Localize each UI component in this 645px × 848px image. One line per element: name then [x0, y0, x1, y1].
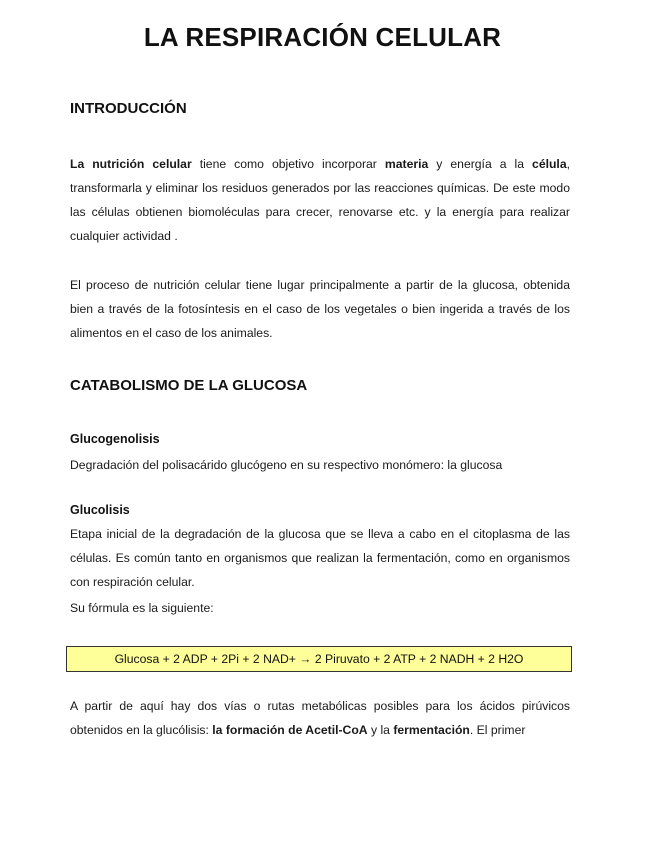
subheading-glucogenolisis: Glucogenolisis [70, 432, 160, 446]
text-run: . El primer [469, 723, 526, 737]
glucolisis-text: Etapa inicial de la degradación de la glucosa que se lleva a cabo en el citoplasma de las células. Es común tanto en organismos que realizan la fermentación, como en organismos con respiración celular. [70, 527, 570, 589]
formula-box: Glucosa + 2 ADP + 2Pi + 2 NAD+ → 2 Piruvato + 2 ATP + 2 NADH + 2 H2O [66, 646, 572, 672]
text-run: y la [367, 723, 394, 737]
intro-paragraph-1 [70, 152, 570, 248]
glucogenolisis-text: Degradación del polisacárido glucógeno en su respectivo monómero: la glucosa [70, 458, 503, 472]
page-title: LA RESPIRACIÓN CELULAR [143, 22, 502, 52]
bold-term: La nutrición celular [70, 157, 192, 171]
closing-paragraph [70, 694, 570, 742]
subheading-glucolisis: Glucolisis [70, 503, 130, 517]
text-run: tiene como objetivo incorporar [191, 157, 385, 171]
section-heading-catabolismo: CATABOLISMO DE LA GLUCOSA [70, 377, 308, 394]
text-run: , transformarla y eliminar los residuos generados por las reacciones químicas. De este modo las células obtienen biomoléculas para crecer, renovarse etc. y la energía para realizar cualquier actividad . [70, 157, 570, 243]
text-run: y energía a la [428, 157, 533, 171]
bold-term: la formación de Acetil-CoA [212, 723, 368, 737]
text-run: A partir de aquí hay dos vías o rutas metabólicas posibles para los ácidos pirúvicos obtenidos en la glucólisis: [70, 699, 570, 737]
bold-term: materia [384, 157, 429, 171]
intro-paragraph-2: El proceso de nutrición celular tiene lugar principalmente a partir de la glucosa, obtenida bien a través de la fotosíntesis en el caso de los vegetales o bien ingerida a través de los alimentos en el caso de los animales. [70, 278, 570, 340]
section-heading-introduccion: INTRODUCCIÓN [70, 100, 187, 117]
bold-term: célula [532, 157, 567, 171]
bold-term: fermentación [393, 723, 470, 737]
formula-intro: Su fórmula es la siguiente: [70, 601, 214, 615]
